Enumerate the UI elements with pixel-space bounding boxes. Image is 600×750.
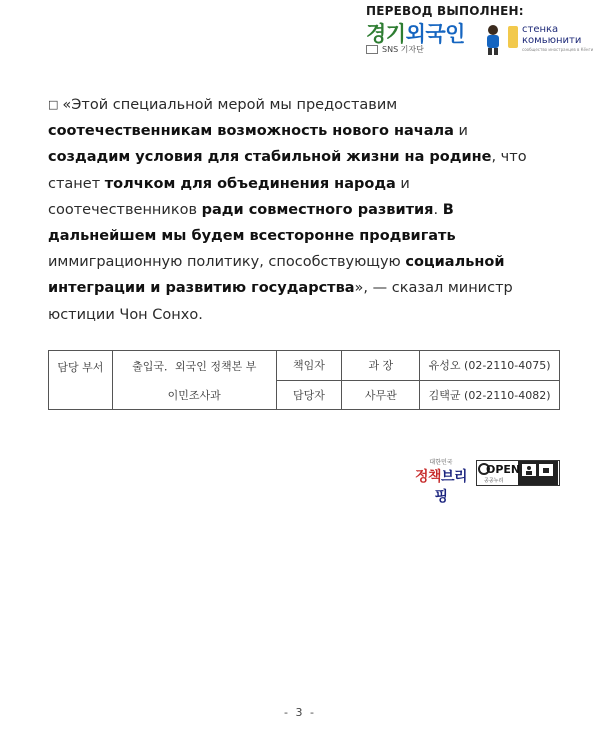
bold-run: создадим условия для стабильной жизни на родине <box>48 149 492 166</box>
table-row <box>49 351 560 381</box>
contact-cell: 유성오 (02-2110-4075) <box>420 351 560 381</box>
bold-run: соотечественникам возможность нового начала <box>48 123 454 140</box>
contact-table <box>48 350 560 410</box>
dept-sub-cell: 이민조사과 <box>112 380 276 410</box>
open-license-logo <box>476 460 560 486</box>
role-cell: 담당자 <box>276 380 342 410</box>
sns-reporters-label: SNS 기자단 <box>366 44 424 55</box>
text-run: , что станет <box>48 149 527 192</box>
translation-label: ПЕРЕВОД ВЫПОЛНЕН: <box>366 4 524 18</box>
title-cell: 과 장 <box>342 351 420 381</box>
quote-paragraph <box>48 92 548 328</box>
contact-cell: 김택균 (02-2110-4082) <box>420 380 560 410</box>
gyeonggi-foreigners-logo: 경기외국인 <box>366 22 465 46</box>
text-run: », — сказал министр юстиции Чон Сонхо. <box>48 280 513 323</box>
page-number: - 3 - <box>284 706 316 719</box>
mascot-icon <box>482 24 504 56</box>
text-run: иммиграционную политику, способствующую <box>48 254 406 271</box>
table-row <box>49 380 560 410</box>
bold-run: В дальнейшем мы будем всесторонне продвигать <box>48 201 456 245</box>
community-label: комьюнити <box>522 35 582 46</box>
text-run: . <box>433 201 443 218</box>
open-label: OPEN <box>486 463 521 476</box>
community-tagline: сообщество иностранцев в Кёнги <box>522 47 594 52</box>
bold-run: ради совместного развития <box>201 201 434 218</box>
dept-label-cell: 담당 부서 <box>49 351 113 410</box>
wall-icon <box>508 26 518 48</box>
bold-run: социальной интеграции и развитию государства <box>48 254 505 297</box>
stenka-community-logo <box>508 24 594 64</box>
bold-run: толчком для объединения народа <box>104 175 396 192</box>
stenka-label: стенка <box>522 24 559 35</box>
header-logo <box>366 4 594 60</box>
text-run: «Этой специальной мерой мы предоставим <box>62 97 398 113</box>
role-cell: 책임자 <box>276 351 342 381</box>
text-run: и соотечественников <box>48 175 410 218</box>
brief-small-label: 대한민국 <box>429 459 453 466</box>
open-sub-label: 공공누리 <box>484 478 504 484</box>
policy-briefing-logo <box>410 457 472 505</box>
camera-icon <box>366 45 378 54</box>
dept-main-cell: 출입국．외국인 정책본 부 <box>112 351 276 381</box>
bullet-square: □ <box>48 98 59 111</box>
brief-big-label: 정책브리핑 <box>414 469 468 505</box>
title-cell: 사무관 <box>342 380 420 410</box>
text-run: и <box>453 123 468 140</box>
